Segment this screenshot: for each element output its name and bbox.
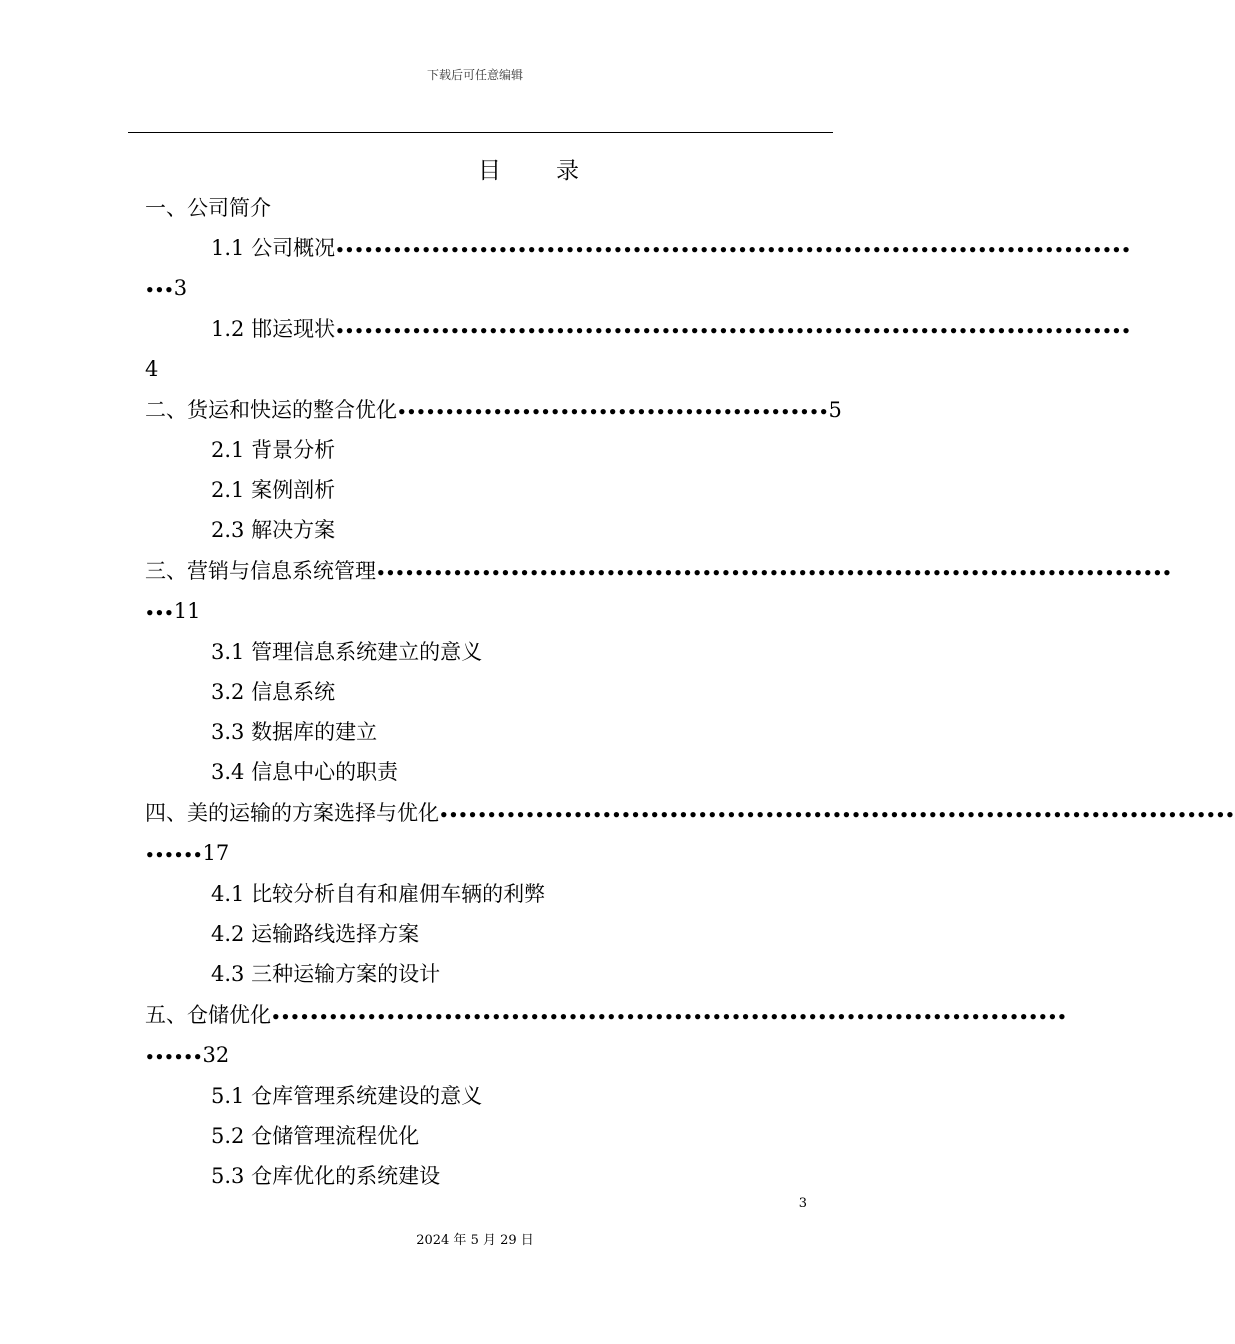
toc-entry-section-3[interactable] <box>145 556 1172 586</box>
toc-entry-section-2[interactable] <box>145 395 842 425</box>
toc-entry-3-3[interactable] <box>211 717 810 747</box>
toc-entry-label: 仓储管理流程优化 <box>251 1124 420 1148</box>
header-rule <box>128 132 833 133</box>
toc-entry-label: 二、货运和快运的整合优化 <box>145 398 397 422</box>
toc-entry-number: 3.2 <box>211 680 245 704</box>
toc-entry-label: 公司概况 <box>251 236 336 260</box>
toc-entry-5-2[interactable] <box>211 1121 810 1151</box>
dot-leader: ••• <box>145 281 174 299</box>
toc-entry-4-2[interactable] <box>211 919 810 949</box>
toc-entry-1-1-page[interactable] <box>145 273 345 303</box>
toc-entry-section-1[interactable] <box>145 193 810 223</box>
toc-page-number: 17 <box>202 841 230 865</box>
dot-leader: ••••••••••••••••••••••••••••••••••••••••••••• <box>397 403 829 421</box>
toc-entry-5-1[interactable] <box>211 1081 810 1111</box>
toc-page-number: 4 <box>145 357 159 381</box>
dot-leader: ••• <box>145 604 174 622</box>
toc-entry-label: 一、公司简介 <box>145 196 271 220</box>
toc-entry-number: 3.4 <box>211 760 245 784</box>
toc-entry-1-2[interactable] <box>211 314 1131 344</box>
page-number: 3 <box>798 1196 807 1211</box>
toc-entry-label: 仓库优化的系统建设 <box>251 1164 441 1188</box>
toc-entry-label: 数据库的建立 <box>251 720 378 744</box>
toc-entry-label: 信息系统 <box>251 680 336 704</box>
toc-entry-2-2[interactable] <box>211 475 810 505</box>
toc-entry-label: 五、仓储优化 <box>145 1003 271 1027</box>
toc-entry-number: 2.1 <box>211 478 245 502</box>
toc-entry-number: 1.1 <box>211 236 245 260</box>
toc-page-number: 32 <box>202 1043 230 1067</box>
toc-entry-4-3[interactable] <box>211 959 810 989</box>
toc-entry-1-2-page[interactable] <box>145 354 345 384</box>
toc-entry-label: 四、美的运输的方案选择与优化 <box>145 801 439 825</box>
toc-entry-4-1[interactable] <box>211 879 810 909</box>
toc-entry-number: 4.1 <box>211 882 245 906</box>
toc-page-number: 5 <box>828 398 842 422</box>
toc-entry-label: 三种运输方案的设计 <box>251 962 441 986</box>
toc-entry-3-2[interactable] <box>211 677 810 707</box>
toc-entry-number: 3.3 <box>211 720 245 744</box>
toc-entry-3-1[interactable] <box>211 637 810 667</box>
toc-entry-label: 仓库管理系统建设的意义 <box>251 1084 483 1108</box>
toc-page-number: 3 <box>173 276 188 300</box>
toc-entry-section-3-page[interactable] <box>145 596 345 626</box>
toc-entry-5-3[interactable] <box>211 1161 810 1191</box>
toc-entry-number: 5.1 <box>211 1084 245 1108</box>
toc-entry-3-4[interactable] <box>211 757 810 787</box>
toc-entry-label: 解决方案 <box>251 518 336 542</box>
toc-entry-number: 3.1 <box>211 640 245 664</box>
toc-entry-label: 信息中心的职责 <box>251 760 399 784</box>
toc-entry-section-5-page[interactable] <box>145 1040 345 1070</box>
dot-leader: ••••••••••••••••••••••••••••••••••••••••••••••••••••••••••••••••••••••••••••••••••• <box>335 241 1131 259</box>
dot-leader: ••••••••••••••••••••••••••••••••••••••••••••••••••••••••••••••••••••••••••••••••••• <box>335 322 1131 340</box>
toc-entry-number: 2.1 <box>211 438 245 462</box>
toc-entry-label: 管理信息系统建立的意义 <box>251 640 483 664</box>
toc-entry-section-5[interactable] <box>145 1000 1067 1030</box>
footer-date: 2024 年 5 月 29 日 <box>416 1233 534 1248</box>
toc-entry-2-1[interactable] <box>211 435 810 465</box>
toc-entry-label: 案例剖析 <box>251 478 336 502</box>
toc-title: 目录 <box>478 158 634 184</box>
toc-entry-number: 1.2 <box>211 317 245 341</box>
toc-entry-2-3[interactable] <box>211 515 810 545</box>
dot-leader: ••••••••••••••••••••••••••••••••••••••••••••••••••••••••••••••••••••••••••••••••••• <box>439 806 1235 824</box>
toc-entry-number: 5.2 <box>211 1124 245 1148</box>
toc-page-number: 11 <box>173 599 201 623</box>
dot-leader: ••••••••••••••••••••••••••••••••••••••••••••••••••••••••••••••••••••••••••••••••••• <box>271 1008 1067 1026</box>
dot-leader: •••••• <box>145 846 203 864</box>
toc-entry-section-4-page[interactable] <box>145 838 345 868</box>
toc-entry-1-1[interactable] <box>211 233 1131 263</box>
toc-entry-label: 邯运现状 <box>251 317 336 341</box>
toc-entry-number: 5.3 <box>211 1164 245 1188</box>
toc-entry-number: 4.3 <box>211 962 245 986</box>
toc-entry-number: 2.3 <box>211 518 245 542</box>
toc-entry-label: 运输路线选择方案 <box>251 922 420 946</box>
header-note: 下载后可任意编辑 <box>426 68 523 82</box>
toc-entry-label: 背景分析 <box>251 438 336 462</box>
toc-entry-label: 三、营销与信息系统管理 <box>145 559 376 583</box>
toc-entry-section-4[interactable] <box>145 798 1235 828</box>
toc-entry-number: 4.2 <box>211 922 245 946</box>
toc-entry-label: 比较分析自有和雇佣车辆的利弊 <box>251 882 546 906</box>
dot-leader: ••••••••••••••••••••••••••••••••••••••••••••••••••••••••••••••••••••••••••••••••••• <box>376 564 1172 582</box>
dot-leader: •••••• <box>145 1048 203 1066</box>
